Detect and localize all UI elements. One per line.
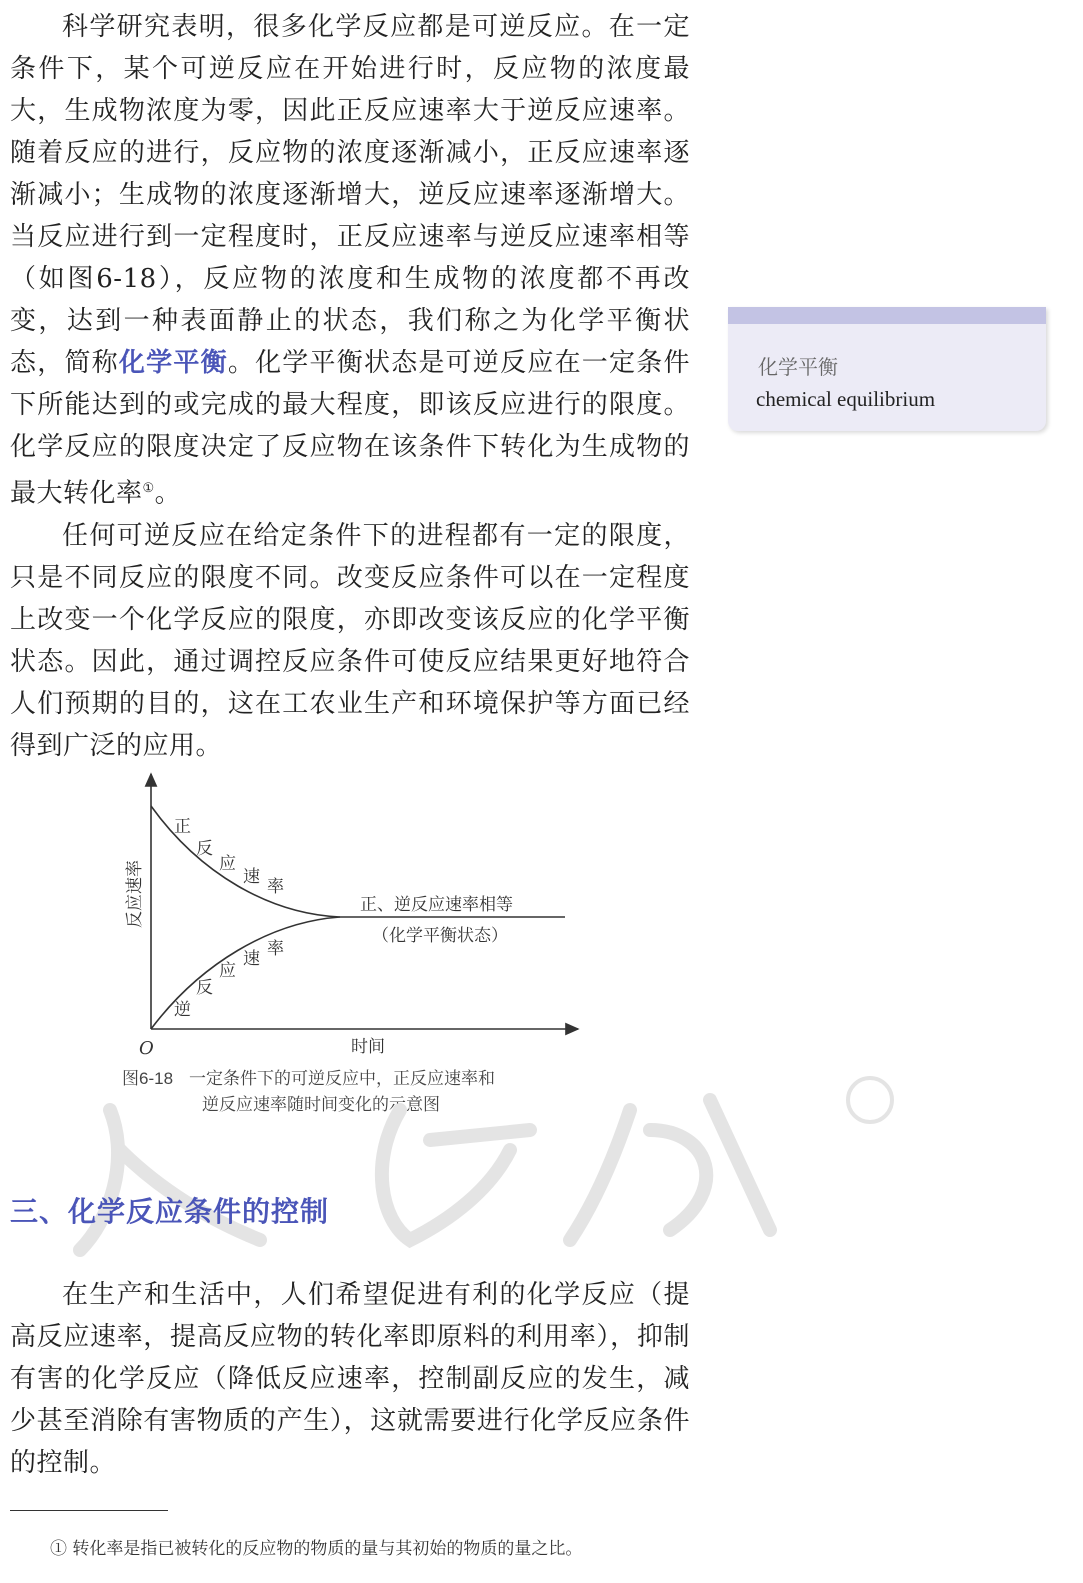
y-axis-label: 反应速率	[125, 860, 145, 928]
equilibrium-state-label: （化学平衡状态）	[372, 926, 508, 946]
paragraph-control: 在生产和生活中，人们希望促进有利的化学反应（提高反应速率，提高反应物的转化率即原料的利用率），抑制有害的化学反应（降低反应速率，控制副反应的发生，减少甚至消除有害物质的产生），这就需要进行化学反应条件的控制。	[10, 1280, 690, 1478]
main-text-bottom	[10, 1274, 690, 1484]
glossary-term-zh: 化学平衡	[758, 355, 838, 379]
reverse-label-char: 率	[267, 939, 284, 959]
glossary-term-en: chemical equilibrium	[756, 387, 936, 411]
glossary-sidebox	[728, 307, 1046, 431]
footnote-rule	[10, 1510, 168, 1511]
section-title: 三、化学反应条件的控制	[10, 1195, 330, 1228]
rate-time-diagram	[110, 764, 610, 1064]
paragraph-equilibrium	[10, 6, 690, 515]
reverse-label-char: 应	[219, 961, 236, 981]
reverse-label-char: 反	[196, 978, 213, 998]
footnote-marker[interactable]: ①	[142, 481, 155, 496]
paragraph-limit: 任何可逆反应在给定条件下的进程都有一定的限度，只是不同反应的限度不同。改变反应条件可以在一定程度上改变一个化学反应的限度，亦即改变该反应的化学平衡状态。因此，通过调控反应条件可使反应结果更好地符合人们预期的目的，这在工农业生产和环境保护等方面已经得到广泛的应用。	[10, 520, 690, 761]
footnote: ① 转化率是指已被转化的反应物的物质的量与其初始的物质的量之比。	[50, 1539, 583, 1559]
sidebox-header-bar	[728, 307, 1046, 324]
key-term: 化学平衡	[118, 348, 228, 378]
forward-label-char: 反	[196, 839, 213, 859]
origin-label: O	[139, 1038, 154, 1059]
x-axis-label: 时间	[351, 1037, 385, 1057]
paragraph-text: 。	[154, 478, 182, 509]
figure-number: 图6-18	[122, 1069, 174, 1088]
forward-label-char: 正	[174, 817, 191, 837]
reverse-label-char: 逆	[174, 1000, 191, 1020]
paragraph-text: 科学研究表明，很多化学反应都是可逆反应。在一定条件下，某个可逆反应在开始进行时，反应物的浓度最大，生成物浓度为零，因此正反应速率大于逆反应速率。随着反应的进行，反应物的浓度逐渐减小，正反应速率逐渐减小；生成物的浓度逐渐增大，逆反应速率逐渐增大。当反应进行到一定程度时，正反应速率与逆反应速率相等（如图6-18），反应物的浓度和生成物的浓度都不再改变，达到一种表面静止的状态，我们称之为化学平衡状态，简称	[10, 12, 690, 378]
figure-caption	[122, 1066, 592, 1118]
caption-line-2: 逆反应速率随时间变化的示意图	[202, 1095, 440, 1115]
equilibrium-label: 正、逆反应速率相等	[360, 895, 513, 915]
forward-label-char: 速	[243, 867, 260, 887]
reverse-label-char: 速	[243, 949, 260, 969]
caption-line-1: 一定条件下的可逆反应中，正反应速率和	[189, 1069, 496, 1089]
paragraph-text: 。化学平衡状态是可逆反应在一定条件下所能达到的或完成的最大程度，即该反应进行的限度。化学反应的限度决定了反应物在该条件下转化为生成物的最大转化率	[10, 348, 690, 509]
forward-label-char: 应	[219, 854, 236, 874]
forward-label-char: 率	[267, 877, 284, 897]
main-text-top	[10, 6, 690, 767]
